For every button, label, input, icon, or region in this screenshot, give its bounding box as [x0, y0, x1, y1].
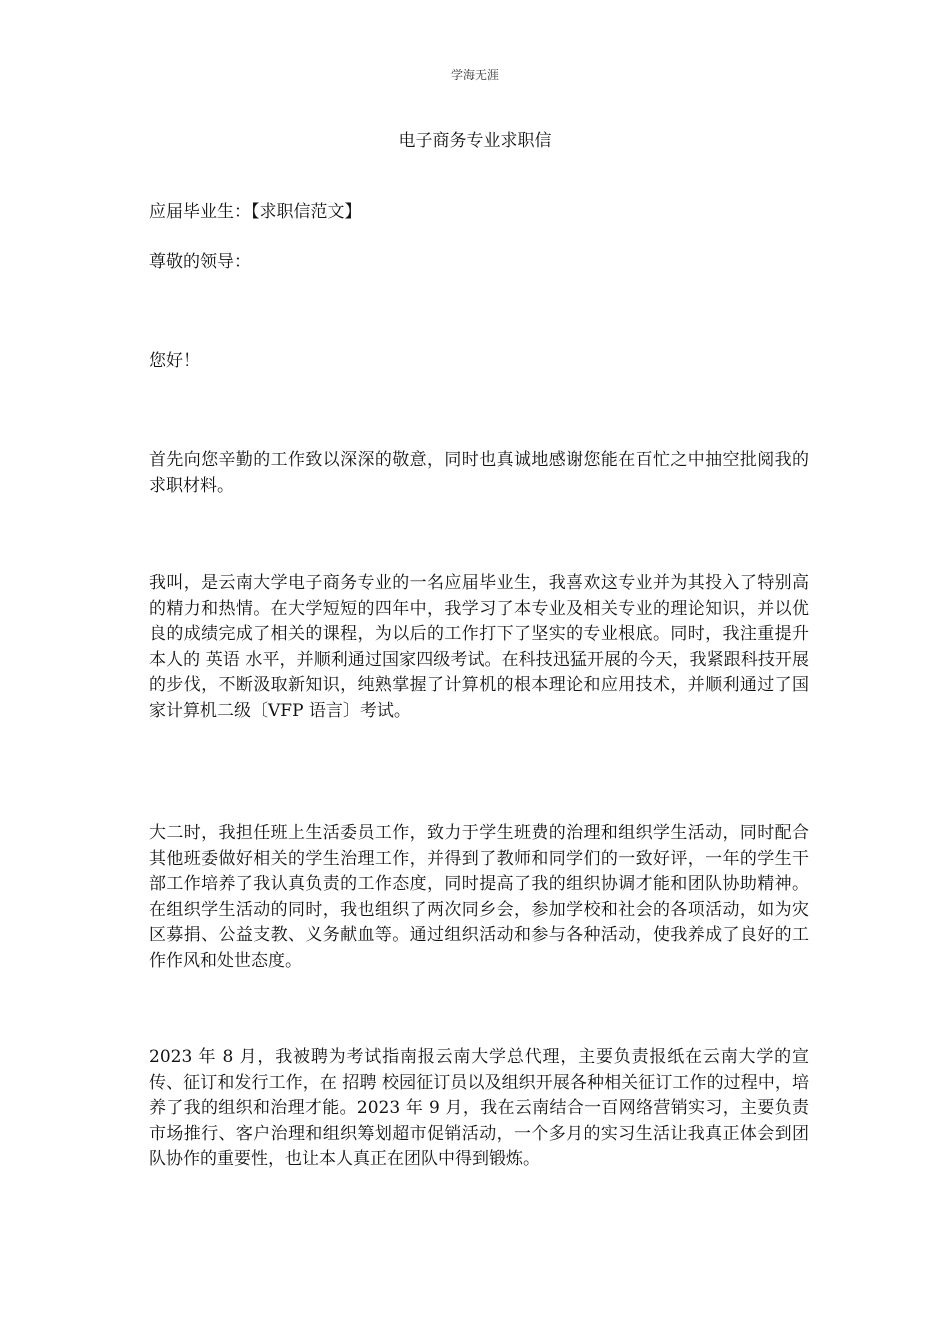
salutation: 尊敬的领导：	[149, 252, 251, 272]
paragraph-student-work: 大二时，我担任班上生活委员工作，致力于学生班费的治理和组织学生活动，同时配合其他班委做好相关的学生治理工作，并得到了教师和同学们的一致好评，一年的学生干部工作培养了我认真负责的工作态度，同时提高了我的组织协调才能和团队协助精神。在组织学生活动的同时，我也组织了两次同乡会，参加学校和社会的各项活动，如为灾区募捐、公益支教、义务献血等。通过组织活动和参与各种活动，使我养成了良好的工作作风和处世态度。	[149, 823, 809, 971]
document-title: 电子商务专业求职信	[398, 131, 552, 151]
paragraph-gratitude: 首先向您辛勤的工作致以深深的敬意，同时也真诚地感谢您能在百忙之中抽空批阅我的求职材料。	[149, 450, 809, 496]
applicant-line: 应届毕业生：【求职信范文】	[149, 202, 362, 222]
greeting: 您好！	[149, 351, 200, 371]
paragraph-experience: 2023 年 8 月，我被聘为考试指南报云南大学总代理，主要负责报纸在云南大学的宣传、征订和发行工作，在 招聘 校园征订员以及组织开展各种相关征订工作的过程中，培养了我的组织和治理才能。2023 年 9 月，我在云南结合一百网络营销实习，主要负责市场推行、客户治理和组织筹划超市促销活动，一个多月的实习生活让我真正体会到团队协作的重要性，也让本人真正在团队中得到锻炼。	[149, 1047, 809, 1169]
page-header: 学海无涯	[450, 68, 499, 82]
paragraph-education: 我叫，是云南大学电子商务专业的一名应届毕业生，我喜欢这专业并为其投入了特别高的精力和热情。在大学短短的四年中，我学习了本专业及相关专业的理论知识，并以优良的成绩完成了相关的课程，为以后的工作打下了坚实的专业根底。同时，我注重提升本人的 英语 水平，并顺利通过国家四级考试。在科技迅猛开展的今天，我紧跟科技开展的步伐，不断汲取新知识，纯熟掌握了计算机的根本理论和应用技术，并顺利通过了国家计算机二级〔VFP 语言〕考试。	[149, 573, 809, 721]
